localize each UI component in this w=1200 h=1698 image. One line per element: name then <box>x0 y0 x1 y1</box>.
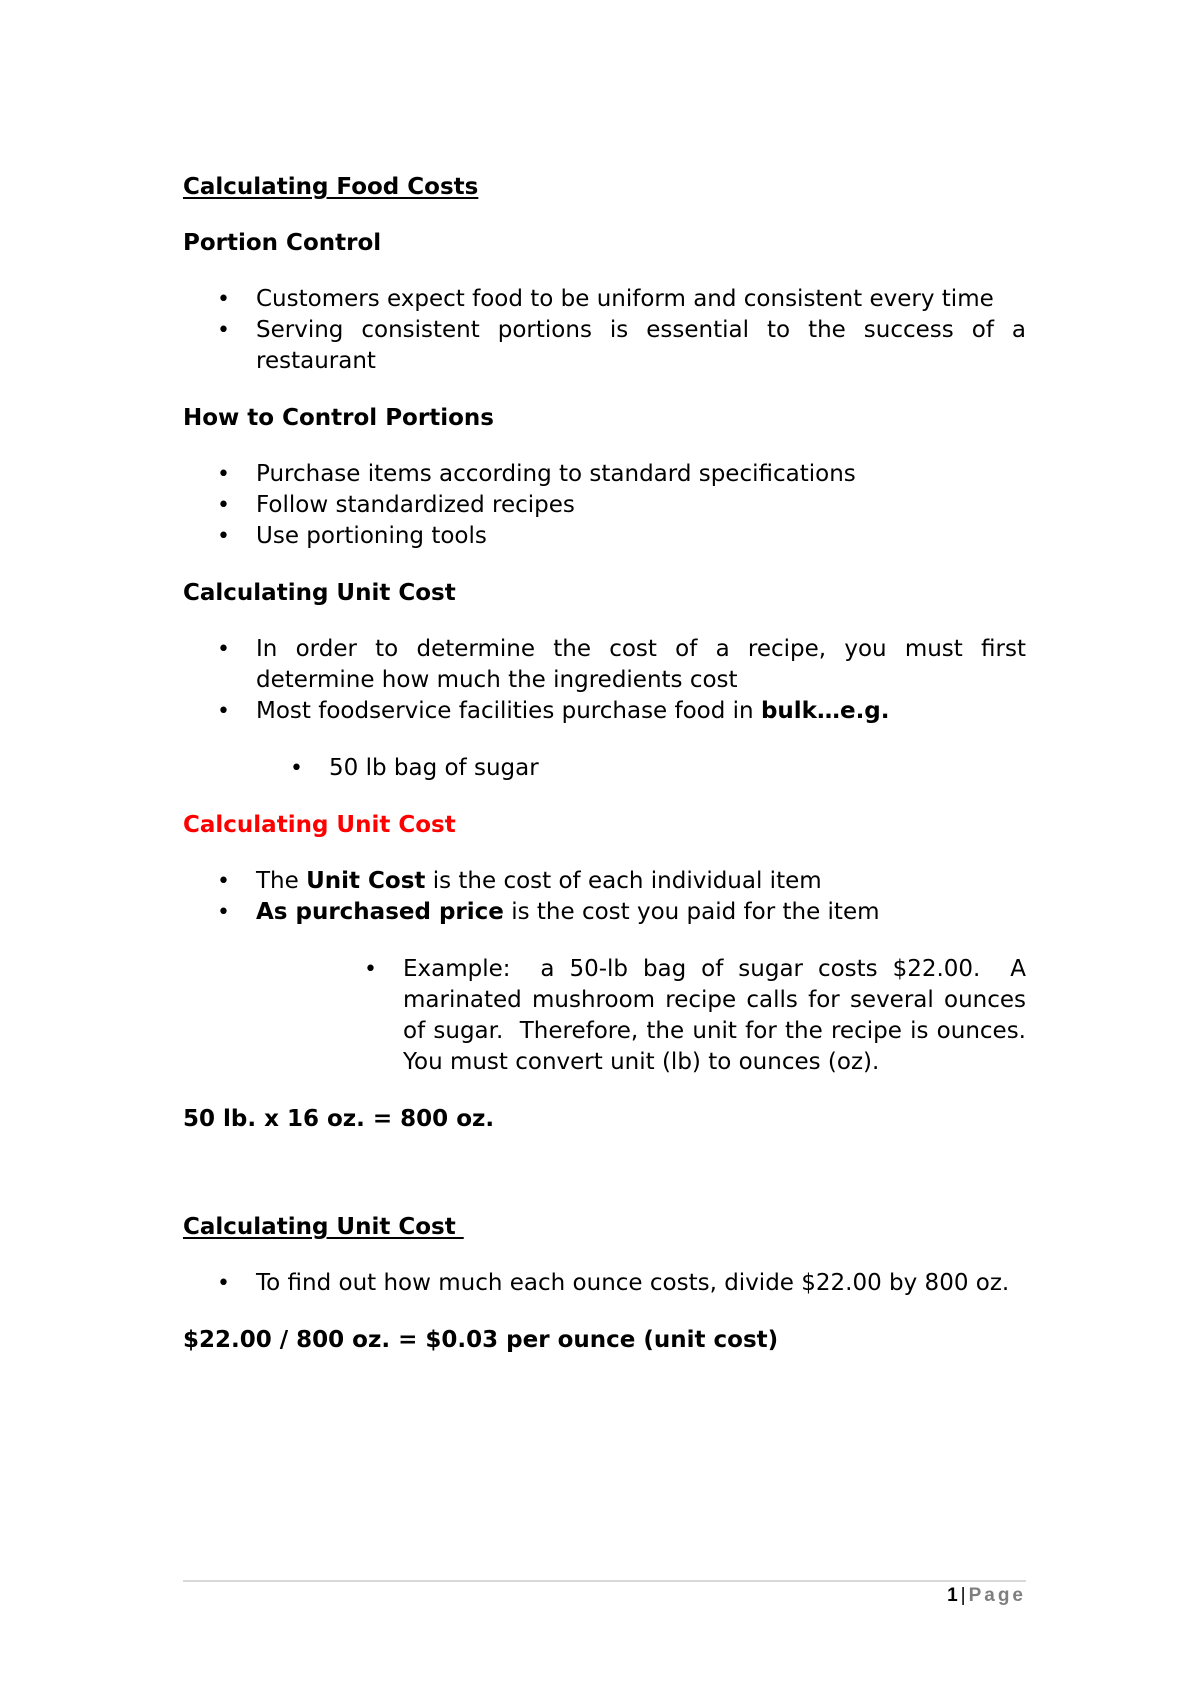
footer-divider <box>183 1580 1026 1582</box>
bulk-bold-text: bulk…e.g. <box>760 698 890 724</box>
list-item: • Serving consistent portions is essential to the success of a restaurant <box>183 315 1026 377</box>
list-item: • Follow standardized recipes <box>183 490 1026 521</box>
footer-separator: | <box>960 1585 966 1606</box>
page-number: 1 <box>947 1585 958 1606</box>
list-item <box>183 696 1026 727</box>
unit-cost-bold-text: Unit Cost <box>306 868 426 894</box>
ap-price-rest-text: is the cost you paid for the item <box>503 899 880 925</box>
list-item: • 50 lb bag of sugar <box>183 753 1026 784</box>
list-item: • To find out how much each ounce costs, divide $22.00 by 800 oz. <box>183 1268 1026 1299</box>
sub-bullet-list <box>183 753 1026 784</box>
bullet-list <box>183 284 1026 377</box>
list-item: • Use portioning tools <box>183 521 1026 552</box>
example-item: • Example: a 50-lb bag of sugar costs $22.00. A marinated mushroom recipe calls for several ounces of sugar. Therefore, the unit for the recipe is ounces. You must convert unit (lb) to ounces (oz). <box>183 954 1026 1078</box>
bullet-list <box>183 866 1026 928</box>
section-heading-control-portions: How to Control Portions <box>183 405 494 431</box>
list-item <box>183 866 1026 897</box>
section-heading-portion-control: Portion Control <box>183 230 382 256</box>
section-heading-unit-cost-red: Calculating Unit Cost <box>183 812 456 838</box>
bullet-list <box>183 634 1026 727</box>
unit-cost-rest-text: is the cost of each individual item <box>425 868 822 894</box>
section-heading-unit-cost-underlined: Calculating Unit Cost <box>183 1214 464 1240</box>
list-item: • Purchase items according to standard specifications <box>183 459 1026 490</box>
spacer <box>183 1160 1026 1212</box>
page-label: Page <box>968 1585 1026 1606</box>
section-heading-unit-cost: Calculating Unit Cost <box>183 580 456 606</box>
document-title: Calculating Food Costs <box>183 174 479 200</box>
document-body <box>183 172 1041 1381</box>
list-item: • In order to determine the cost of a recipe, you must first determine how much the ingredients cost <box>183 634 1026 696</box>
ap-price-bold-text: As purchased price <box>256 899 504 925</box>
bullet-list <box>183 459 1026 552</box>
bullet-list <box>183 1268 1026 1299</box>
unit-cost-text: The <box>256 868 307 894</box>
conversion-formula: 50 lb. x 16 oz. = 800 oz. <box>183 1106 495 1132</box>
list-item <box>183 897 1026 928</box>
unit-cost-formula: $22.00 / 800 oz. = $0.03 per ounce (unit cost) <box>183 1327 779 1353</box>
list-item: • Customers expect food to be uniform and consistent every time <box>183 284 1026 315</box>
bulk-text: Most foodservice facilities purchase food in <box>256 698 761 724</box>
example-bullet-list <box>183 954 1041 1078</box>
page-footer <box>947 1584 1026 1608</box>
